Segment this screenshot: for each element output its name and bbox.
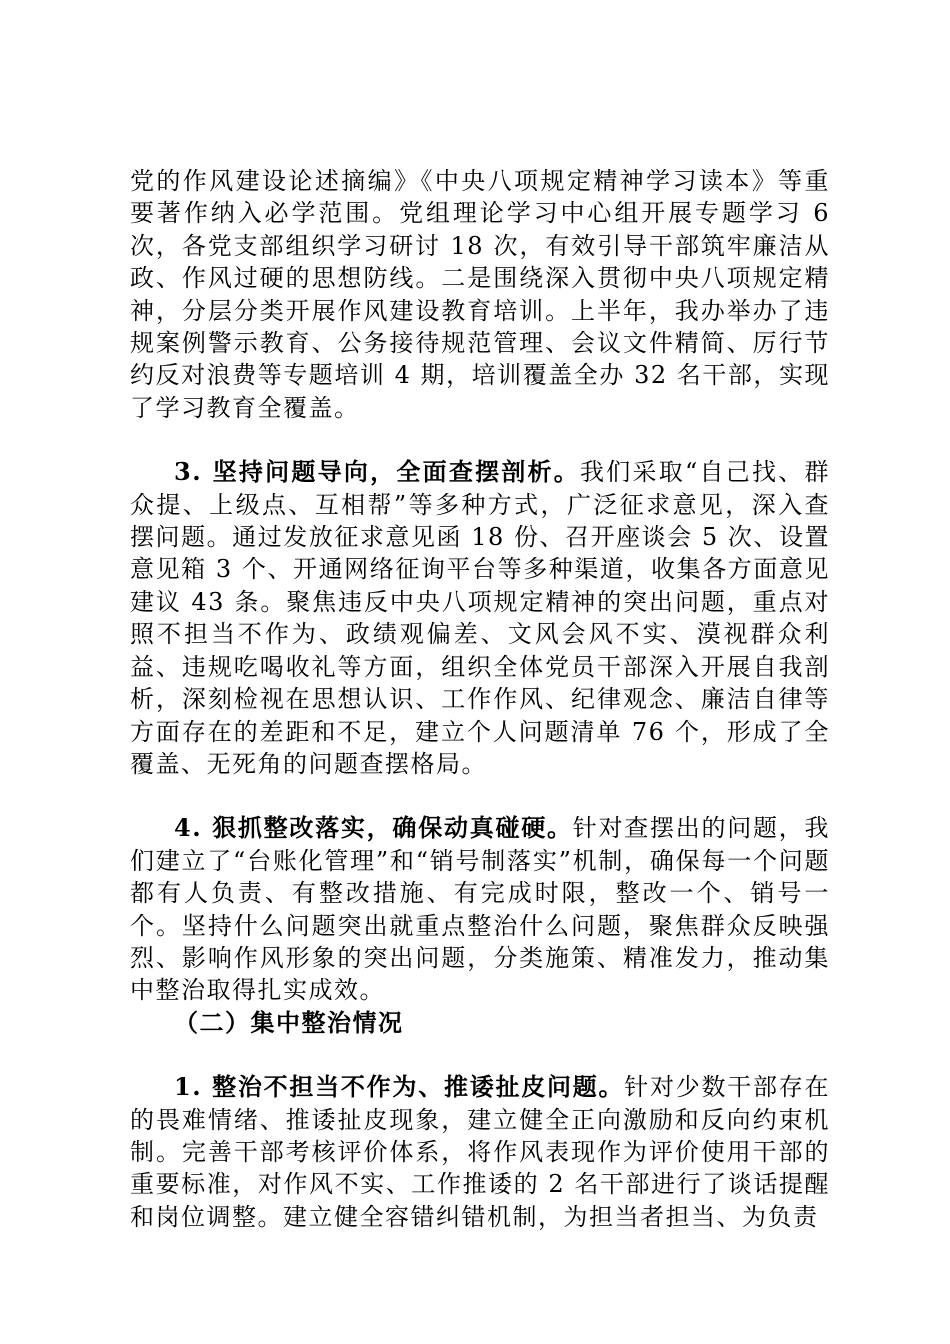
paragraph-body: 我们采取“自己找、群众提、上级点、互相帮”等多种方式，广泛征求意见，深入查摆问题。通过发放征求意见函 18 份、召开座谈会 5 次、设置意见箱 3 个、开通网络征询平台等多种渠道，收集各方面意见建议 43 条。聚焦违反中央八项规定精神的突出问题，重点对照不担当不作为、政绩观偏差、文风会风不实、漠视群众利益、违规吃喝收礼等方面，组织全体党员干部深入开展自我剖析，深刻检视在思想认识、工作作风、纪律观念、廉洁自律等方面存在的差距和不足，建立个人问题清单 76 个，形成了全覆盖、无死角的问题查摆格局。 xyxy=(130,458,830,778)
paragraph-lead: 3. 坚持问题导向，全面查摆剖析。 xyxy=(174,457,581,487)
paragraph-continuation: 党的作风建设论述摘编》《中央八项规定精神学习读本》等重要著作纳入必学范围。党组理论学习中心组开展专题学习 6 次，各党支部组织学习研讨 18 次，有效引导干部筑牢廉洁从政、作风过硬的思想防线。二是围绕深入贯彻中央八项规定精神，分层分类开展作风建设教育培训。上半年，我办举办了违规案例警示教育、公务接待规范管理、会议文件精简、厉行节约反对浪费等专题培训 4 期，培训覆盖全办 32 名干部，实现了学习教育全覆盖。 xyxy=(130,167,830,422)
section-heading: （二）集中整治情况 xyxy=(174,1007,404,1037)
paragraph-lead: 1. 整治不担当不作为、推诿扯皮问题。 xyxy=(174,1072,625,1102)
paragraph-lead: 4. 狠抓整改落实，确保动真碰硬。 xyxy=(174,813,573,843)
paragraph-item-4 xyxy=(130,812,830,1006)
paragraph-item-3 xyxy=(130,456,830,780)
paragraph-body: 针对查摆出的问题，我们建立了“台账化管理”和“销号制落实”机制，确保每一个问题都有人负责、有整改措施、有完成时限，整改一个、销号一个。坚持什么问题突出就重点整治什么问题，聚焦群众反映强烈、影响作风形象的突出问题，分类施策、精准发力，推动集中整治取得扎实成效。 xyxy=(130,814,830,1005)
document-page xyxy=(130,165,830,1233)
paragraph-item-1 xyxy=(130,1071,830,1233)
paragraph-body: 针对少数干部存在的畏难情绪、推诿扯皮现象，建立健全正向激励和反向约束机制。完善干部考核评价体系，将作风表现作为评价使用干部的重要标准，对作风不实、工作推诿的 2 名干部进行了谈话提醒和岗位调整。建立健全容错纠错机制，为担当者担当、为负责 xyxy=(130,1073,830,1231)
